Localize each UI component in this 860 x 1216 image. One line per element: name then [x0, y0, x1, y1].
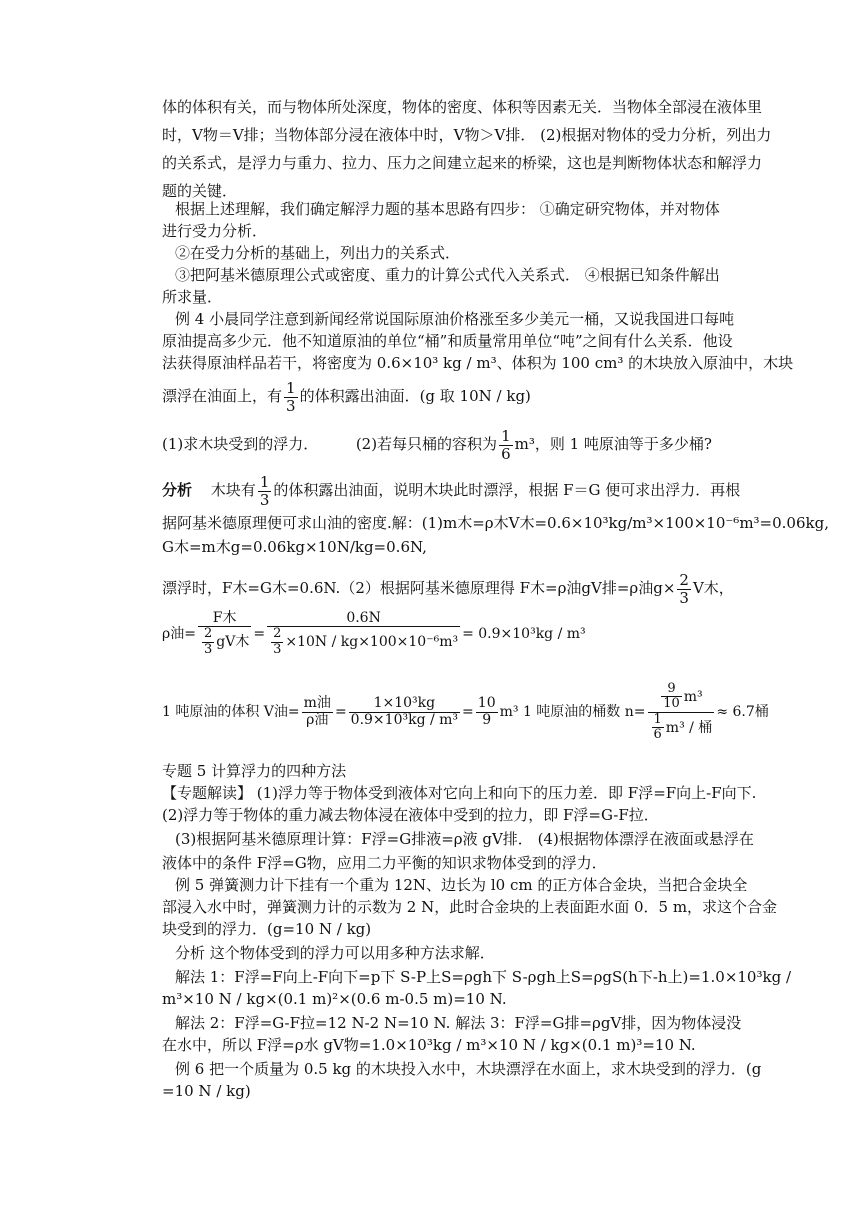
text-line: 【专题解读】 (1)浮力等于物体受到液体对它向上和向下的压力差．即 F浮=F向上-F向下. — [162, 784, 757, 802]
section-title: 专题 5 计算浮力的四种方法 — [162, 762, 347, 780]
solution-1: 解法 1：F浮=F向上-F向下=p下 S-P上S=ρgh下 S-ρgh上S=ρgS(h下-h上)=1.0×10³kg / — [175, 968, 792, 986]
volume-equation: 1 吨原油的体积 V油= $\frac{\text{m油}}{\text{ρ油}}$ = $\frac{\text{1×10³kg}}{\text{0.9×10³kg / m³}}$ = $\frac{10}{9}$ m³ 1 吨原油的桶数 n= $\frac{9}{10}$ m³ $\frac{1}{6}$ m³ / 桶 ≈ 6.7桶 — [162, 681, 769, 742]
text-line: =10 N / kg) — [162, 1082, 251, 1100]
fraction-one-third: $\frac{1}{3}$ — [286, 379, 296, 415]
analysis-line: 分析 木块有 $\frac{1}{3}$ 的体积露出油面，说明木块此时漂浮，根据 F＝G 便可求出浮力．再根 — [162, 473, 741, 509]
solution-2-3: 解法 2：F浮=G-F拉=12 N-2 N=10 N. 解法 3：F浮=G排=ρgV排，因为物体浸没 — [175, 1014, 742, 1032]
text-line: (2)浮力等于物体的重力减去物体浸在液体中受到的拉力，即 F浮=G-F拉． — [162, 806, 659, 824]
example-4-heading: 例 4 小晨同学注意到新闻经常说国际原油价格涨至多少美元一桶，又说我国进口每吨 — [175, 310, 735, 328]
question-1: (1)求木块受到的浮力． — [162, 435, 319, 453]
example-6-heading: 例 6 把一个质量为 0.5 kg 的木块投入水中，木块漂浮在水面上，求木块受到的浮力．(g — [175, 1060, 762, 1078]
text-line-fraction: 漂浮时，F木=G木=0.6N.（2）根据阿基米德原理得 F木=ρ油gV排=ρ油g× $\frac{2}{3}$ V木， — [162, 571, 734, 607]
text-line: 块受到的浮力．(g=10 N / kg) — [162, 920, 372, 938]
text-line: 所求量． — [162, 288, 223, 306]
text-line: 根据上述理解，我们确定解浮力题的基本思路有四步： ①确定研究物体，并对物体 — [175, 200, 720, 218]
analysis-line: 分析 这个物体受到的浮力可以用多种方法求解． — [175, 944, 495, 962]
text-line: 液体中的条件 F浮=G物，应用二力平衡的知识求物体受到的浮力． — [162, 854, 607, 872]
text-line: ②在受力分析的基础上，列出力的关系式． — [175, 244, 461, 262]
text-line: G木=m木g=0.06kg×10N/kg=0.6N, — [162, 538, 427, 556]
example-5-heading: 例 5 弹簧测力计下挂有一个重为 12N、边长为 l0 cm 的正方体合金块，当把合金块全 — [175, 876, 748, 894]
text-line: (3)根据阿基米德原理计算：F浮=G排液=ρ液 gV排． (4)根据物体漂浮在液面或悬浮在 — [175, 830, 754, 848]
question-line: (1)求木块受到的浮力． (2)若每只桶的容积为 $\frac{1}{6}$ m³，则 1 吨原油等于多少桶? — [162, 427, 712, 463]
text-line: 进行受力分析． — [162, 222, 268, 240]
analysis-label: 分析 — [162, 481, 193, 499]
fraction-one-third: $\frac{1}{3}$ — [259, 473, 270, 509]
text-line: ③把阿基米德原理公式或密度、重力的计算公式代入关系式． ④根据已知条件解出 — [175, 266, 720, 284]
text-line: 的关系式，是浮力与重力、拉力、压力之间建立起来的桥梁，这也是判断物体状态和解浮力 — [162, 154, 763, 172]
text-line-fraction: 漂浮在油面上，有 $\frac{1}{3}$ 的体积露出油面．(g 取 10N / kg) — [162, 379, 531, 415]
text-line: 体的体积有关，而与物体所处深度，物体的密度、体积等因素无关．当物体全部浸在液体里 — [162, 98, 763, 116]
text-line: 原油提高多少元．他不知道原油的单位“桶”和质量常用单位“吨”之间有什么关系．他设 — [162, 332, 733, 350]
text-line: 部浸入水中时，弹簧测力计的示数为 2 N，此时合金块的上表面距水面 0．5 m，求这个合金 — [162, 898, 778, 916]
text-line: 据阿基米德原理便可求山油的密度.解：(1)m木=ρ木V木=0.6×10³kg/m³×100×10⁻⁶m³=0.06kg, — [162, 514, 829, 532]
fraction-one-sixth: $\frac{1}{6}$ — [501, 427, 511, 463]
density-equation: ρ油= F木 $\frac{2}{3}$ gV木 = 0.6N $\frac{2}{3}$ ×10N / kg×100×10⁻⁶m³ = 0.9×10³kg / m³ — [162, 610, 586, 657]
text-line: 题的关键． — [162, 182, 238, 200]
question-2: (2)若每只桶的容积为 — [355, 435, 498, 453]
text-line: m³×10 N / kg×(0.1 m)²×(0.6 m-0.5 m)=10 N. — [162, 990, 507, 1008]
fraction-two-thirds: $\frac{2}{3}$ — [679, 571, 689, 607]
text-line: 时，V物＝V排；当物体部分浸在液体中时，V物＞V排． (2)根据对物体的受力分析，列出力 — [162, 126, 772, 144]
text-line: 在水中，所以 F浮=ρ水 gV物=1.0×10³kg / m³×10 N / kg×(0.1 m)³=10 N. — [162, 1036, 696, 1054]
text-line: 法获得原油样品若干，将密度为 0.6×10³ kg / m³、体积为 100 cm³ 的木块放入原油中，木块 — [162, 354, 794, 372]
